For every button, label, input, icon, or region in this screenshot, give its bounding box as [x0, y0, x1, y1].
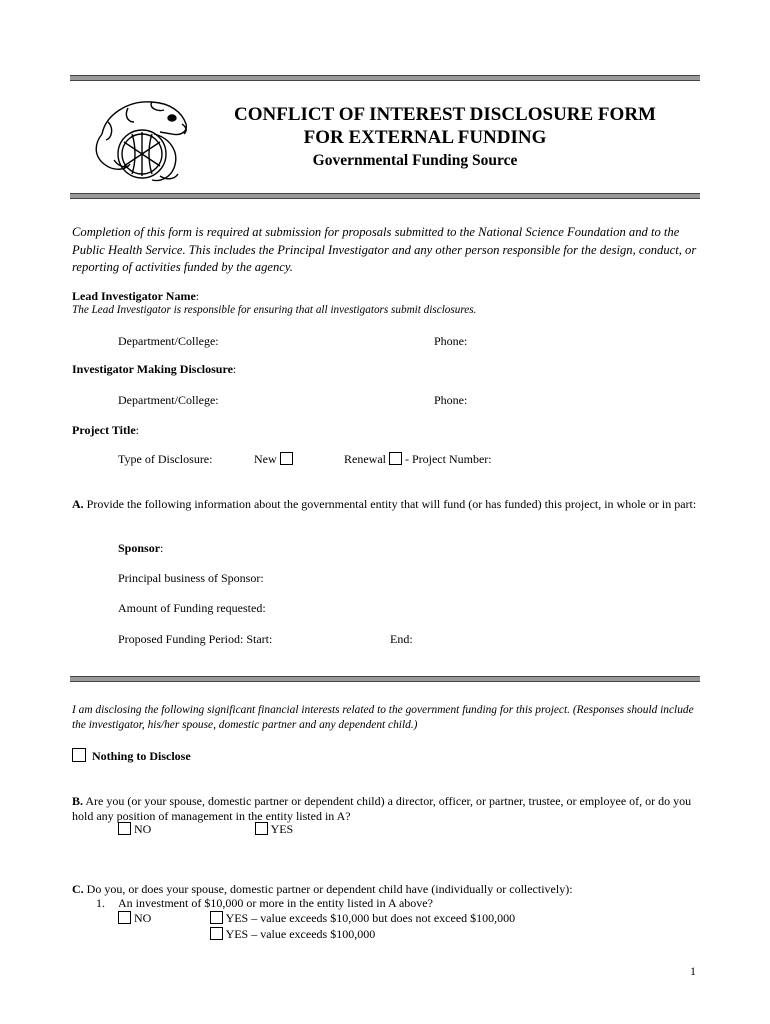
section-b-yes-checkbox[interactable] [255, 822, 268, 835]
page-number: 1 [690, 964, 696, 978]
nothing-to-disclose-checkbox[interactable] [72, 748, 86, 762]
project-title-label: Project Title [72, 423, 136, 437]
new-checkbox[interactable] [280, 452, 293, 465]
project-number-label: - Project Number: [404, 452, 492, 466]
investigator-label: Investigator Making Disclosure [72, 362, 233, 376]
section-a-description: Provide the following information about the governmental entity that will fund (or has funded) this project, in whole or in part: [86, 497, 697, 511]
section-a-text [72, 497, 698, 512]
section-b-letter: B. [72, 794, 84, 808]
section-c-yes2-option [210, 927, 375, 942]
section-b-no-option [118, 822, 151, 837]
section-c-yes1-checkbox[interactable] [210, 911, 223, 924]
section-c-item-text: An investment of $10,000 or more in the entity listed in A above? [118, 896, 433, 910]
intro-paragraph: Completion of this form is required at submission for proposals submitted to the National Science Foundation and to the Public Health Service. This includes the Principal Investigator and any other person responsible for the design, conduct, or reporting of activities funded by the agency. [72, 225, 697, 274]
section-c-no-label: NO [134, 911, 152, 925]
section-c-no-option [118, 911, 151, 926]
investigator-row: Investigator Making Disclosure: [72, 362, 237, 376]
sponsor-row: Sponsor: [118, 541, 164, 555]
section-b-question: Are you (or your spouse, domestic partner or dependent child) a director, officer, or partner, trustee, or employee of, or do you hold any position of management in the entity listed in A? [72, 794, 692, 823]
section-b-text [72, 794, 698, 823]
sponsor-label: Sponsor [118, 541, 161, 555]
section-c-question: Do you, or does your spouse, domestic partner or dependent child have (individually or collectively): [86, 882, 573, 896]
disclosure-type-label: Type of Disclosure: [118, 452, 213, 466]
section-c-yes1-label: YES – value exceeds $10,000 but does not exceed $100,000 [225, 911, 516, 925]
amount-funding-label: Amount of Funding requested: [118, 601, 266, 615]
section-c-no-checkbox[interactable] [118, 911, 131, 924]
lead-investigator-label: Lead Investigator Name [72, 289, 196, 303]
header-rule [70, 193, 700, 199]
section-c-yes1-option [210, 911, 515, 926]
section-b-no-checkbox[interactable] [118, 822, 131, 835]
section-c-text [72, 882, 573, 897]
form-subtitle: Governmental Funding Source [312, 152, 518, 169]
lead-investigator-row: Lead Investigator Name: [72, 289, 200, 303]
form-title-line2: FOR EXTERNAL FUNDING [303, 127, 547, 148]
lead-phone-label: Phone: [434, 334, 468, 348]
section-b-yes-option [255, 822, 293, 837]
top-rule [70, 75, 700, 81]
mascot-logo-icon [84, 94, 196, 188]
funding-period-start-label: Proposed Funding Period: Start: [118, 632, 273, 646]
section-c-yes2-checkbox[interactable] [210, 927, 223, 940]
section-c-letter: C. [72, 882, 84, 896]
disclosing-statement: I am disclosing the following significant financial interests related to the government funding for this project. (Responses should include the investigator, his/her spouse, domestic partner and any dependent child.) [72, 704, 694, 731]
project-title-row: Project Title: [72, 423, 139, 437]
section-b-yes-label: YES [270, 822, 294, 836]
section-b-no-label: NO [134, 822, 152, 836]
new-option [254, 452, 293, 467]
section-a-letter: A. [72, 497, 84, 511]
form-title-line1: CONFLICT OF INTEREST DISCLOSURE FORM [234, 104, 656, 125]
principal-business-label: Principal business of Sponsor: [118, 571, 264, 585]
lead-department-label: Department/College: [118, 334, 219, 348]
section-c-item-number: 1. [96, 896, 105, 910]
renewal-option [344, 452, 492, 467]
funding-period-end-label: End: [390, 632, 413, 646]
lead-investigator-note: The Lead Investigator is responsible for ensuring that all investigators submit disclosures. [72, 304, 477, 316]
section-c-yes2-label: YES – value exceeds $100,000 [225, 927, 376, 941]
new-label: New [254, 452, 277, 466]
investigator-phone-label: Phone: [434, 393, 468, 407]
nothing-to-disclose-label: Nothing to Disclose [92, 749, 191, 763]
middle-rule [70, 676, 700, 682]
renewal-checkbox[interactable] [389, 452, 402, 465]
renewal-label: Renewal [344, 452, 386, 466]
nothing-to-disclose-option [72, 748, 191, 764]
investigator-department-label: Department/College: [118, 393, 219, 407]
